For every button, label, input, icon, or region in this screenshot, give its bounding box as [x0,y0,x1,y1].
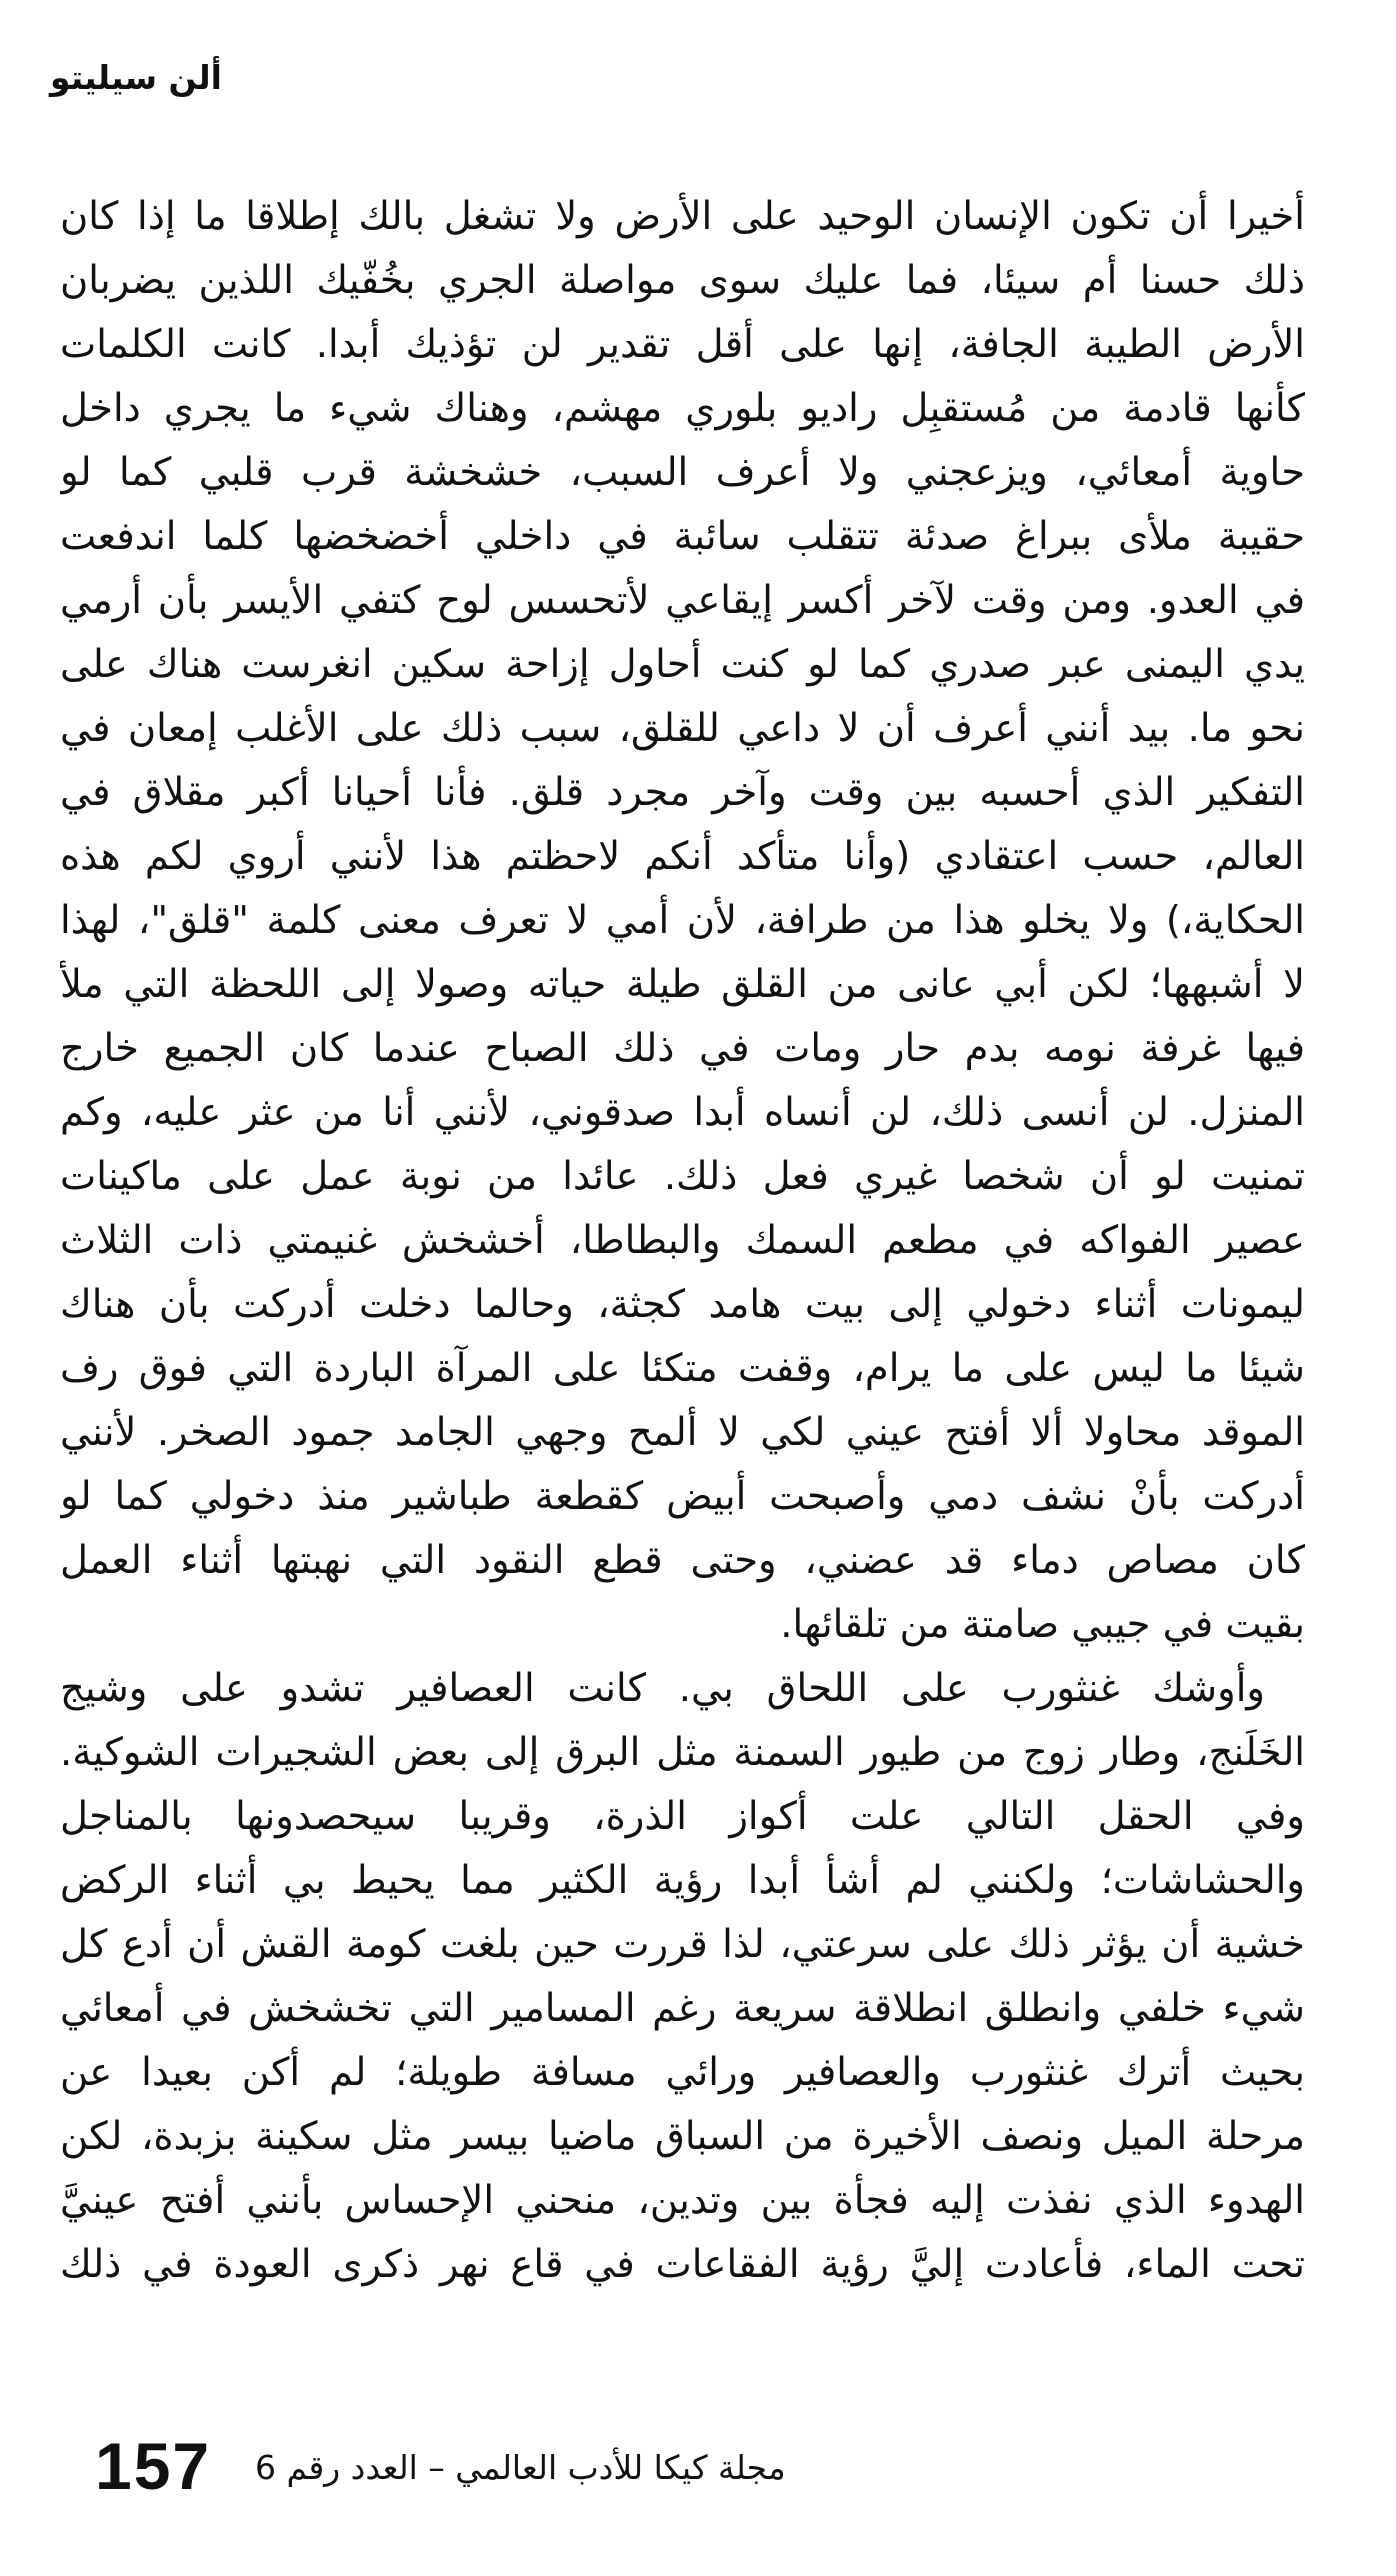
text-line: بحيث أترك غنثورب والعصافير ورائي مسافة طويلة؛ لم أكن بعيدا عن [60,2050,1305,2095]
text-line: مرحلة الميل ونصف الأخيرة من السباق ماضيا بيسر مثل سكينة بزبدة، لكن [60,2114,1305,2159]
page-footer [0,2428,1396,2518]
text-line: الحكاية،) ولا يخلو هذا من طرافة، لأن أمي لا تعرف معنى كلمة "قلق"، لهذا [60,898,1305,943]
text-line: فيها غرفة نومه بدم حار ومات في ذلك الصباح عندما كان الجميع خارج [60,1026,1305,1071]
text-line: أخيرا أن تكون الإنسان الوحيد على الأرض ولا تشغل بالك إطلاقا ما إذا كان [60,194,1305,239]
text-line: وأوشك غنثورب على اللحاق بي. كانت العصافير تشدو على وشيج [60,1666,1265,1711]
text-line: عصير الفواكه في مطعم السمك والبطاطا، أخشخش غنيمتي ذات الثلاث [60,1218,1305,1263]
text-line: لا أشبهها؛ لكن أبي عانى من القلق طيلة حياته وصولا إلى اللحظة التي ملأ [60,962,1305,1007]
text-line: بقيت في جيبي صامتة من تلقائها. [780,1602,1305,1647]
text-line: نحو ما. بيد أنني أعرف أن لا داعي للقلق، سبب ذلك على الأغلب إمعان في [60,706,1305,751]
text-line: حقيبة ملأى ببراغ صدئة تتقلب سائبة في داخلي أخضخضها كلما اندفعت [60,514,1305,559]
text-line: الخَلَنج، وطار زوج من طيور السمنة مثل البرق إلى بعض الشجيرات الشوكية. [60,1730,1305,1775]
text-line: ذلك حسنا أم سيئا، فما عليك سوى مواصلة الجري بخُفّيك اللذين يضربان [60,258,1305,303]
text-line: حاوية أمعائي، ويزعجني ولا أعرف السبب، خشخشة قرب قلبي كما لو [60,450,1305,495]
text-line: التفكير الذي أحسبه بين وقت وآخر مجرد قلق. فأنا أحيانا أكبر مقلاق في [60,770,1305,815]
text-line: الموقد محاولا ألا أفتح عيني لكي لا ألمح وجهي الجامد جمود الصخر. لأنني [60,1410,1305,1455]
text-line: العالم، حسب اعتقادي (وأنا متأكد أنكم لاحظتم هذا لأنني أروي لكم هذه [60,834,1305,879]
text-line: شيئا ما ليس على ما يرام، وقفت متكئا على المرآة الباردة التي فوق رف [60,1346,1305,1391]
running-header-author: ألن سيليتو [50,58,222,97]
paragraph-1 [60,185,1305,1657]
text-line: أدركت بأنْ نشف دمي وأصبحت أبيض كقطعة طباشير منذ دخولي كما لو [60,1474,1305,1519]
text-line: والحشاشات؛ ولكنني لم أشأ أبدا رؤية الكثير مما يحيط بي أثناء الركض [60,1858,1305,1903]
text-line: يدي اليمنى عبر صدري كما لو كنت أحاول إزاحة سكين انغرست هناك على [60,642,1305,687]
text-line: وفي الحقل التالي علت أكواز الذرة، وقريبا سيحصدونها بالمناجل [60,1794,1305,1839]
article-body [60,185,1305,2297]
paragraph-2 [60,1657,1305,2297]
page-number: 157 [95,2429,212,2503]
text-line: شيء خلفي وانطلق انطلاقة سريعة رغم المسامير التي تخشخش في أمعائي [60,1986,1305,2031]
text-line: خشية أن يؤثر ذلك على سرعتي، لذا قررت حين بلغت كومة القش أن أدع كل [60,1922,1305,1967]
text-line: المنزل. لن أنسى ذلك، لن أنساه أبدا صدقوني، لأنني أنا من عثر عليه، وكم [60,1090,1305,1135]
journal-name: مجلة كيكا للأدب العالمي – العدد رقم 6 [255,2448,786,2487]
text-line: الهدوء الذي نفذت إليه فجأة بين وتدين، منحني الإحساس بأنني أفتح عينيَّ [60,2178,1305,2223]
text-line: تحت الماء، فأعادت إليَّ رؤية الفقاعات في قاع نهر ذكرى العودة في ذلك [60,2242,1305,2287]
text-line: كان مصاص دماء قد عضني، وحتى قطع النقود التي نهبتها أثناء العمل [60,1538,1305,1583]
text-line: كأنها قادمة من مُستقبِل راديو بلوري مهشم، وهناك شيء ما يجري داخل [60,386,1305,431]
text-line: الأرض الطيبة الجافة، إنها على أقل تقدير لن تؤذيك أبدا. كانت الكلمات [60,322,1305,367]
text-line: في العدو. ومن وقت لآخر أكسر إيقاعي لأتحسس لوح كتفي الأيسر بأن أرمي [60,578,1305,623]
text-line: ليمونات أثناء دخولي إلى بيت هامد كجثة، وحالما دخلت أدركت بأن هناك [60,1282,1305,1327]
text-line: تمنيت لو أن شخصا غيري فعل ذلك. عائدا من نوبة عمل على ماكينات [60,1154,1305,1199]
